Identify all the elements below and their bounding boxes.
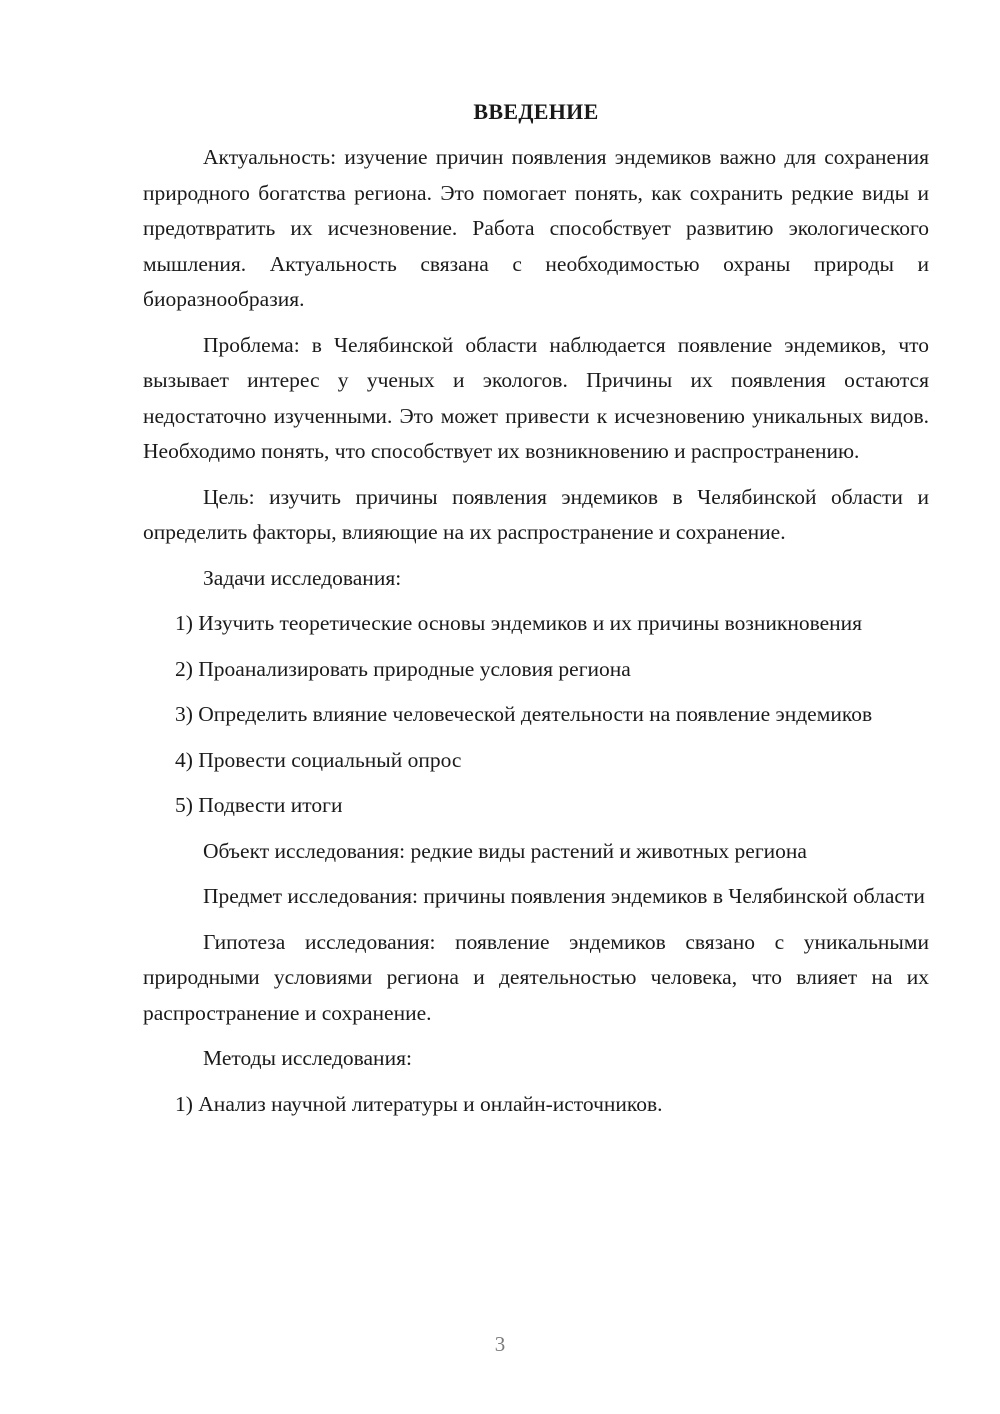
method-item: 1) Анализ научной литературы и онлайн-источников. [175,1091,663,1116]
task-item: 4) Провести социальный опрос [175,747,462,772]
tasks-heading: Задачи исследования: [203,565,402,590]
task-item: 1) Изучить теоретические основы эндемиков и их причины возникновения [175,611,863,635]
task-item: 3) Определить влияние человеческой деятельности на появление эндемиков [175,702,873,726]
methods-heading: Методы исследования: [203,1046,412,1070]
task-item: 5) Подвести итоги [175,793,343,817]
document-page [143,96,929,1132]
section-title: ВВЕДЕНИЕ [473,99,599,124]
goal-paragraph: Цель: изучить причины появления эндемиков в Челябинской области и определить факторы, влияющие на их распространение и сохранение. [143,484,929,544]
subject-paragraph: Предмет исследования: причины появления эндемиков в Челябинской области [203,884,925,908]
problem-paragraph: Проблема: в Челябинской области наблюдается появление эндемиков, что вызывает интерес у ученых и экологов. Причины их появления остаются недостаточно изученными. Это может привести к исчезновению уникальных видов. Необходимо понять, что способствует их возникновению и распространению. [143,332,929,463]
task-item: 2) Проанализировать природные условия региона [175,656,631,681]
object-paragraph: Объект исследования: редкие виды растений и животных региона [203,838,807,863]
relevance-paragraph: Актуальность: изучение причин появления эндемиков важно для сохранения природного богатства региона. Это помогает понять, как сохранить редкие виды и предотвратить их исчезновение. Работа способствует развитию экологического мышления. Актуальность связана с необходимостью охраны природы и биоразнообразия. [143,145,929,311]
hypothesis-paragraph: Гипотеза исследования: появление эндемиков связано с уникальными природными условиями региона и деятельностью человека, что влияет на их распространение и сохранение. [143,929,929,1025]
page-number: 3 [494,1332,506,1356]
